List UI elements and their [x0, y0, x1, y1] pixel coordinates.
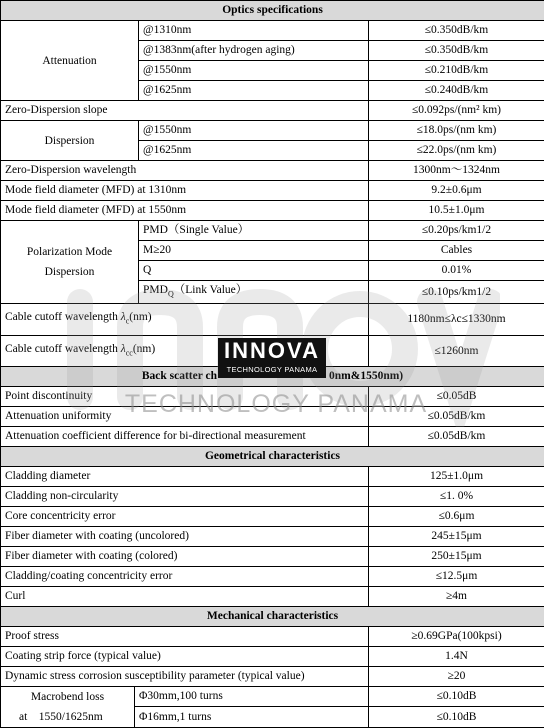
logo-sub-text: TECHNOLOGY PANAMA	[218, 364, 326, 376]
macrobend-label-line2: at 1550/1625nm	[5, 707, 130, 727]
table-row	[1, 526, 544, 546]
lambda-symbol: λ	[121, 343, 126, 355]
row-condition: Q	[139, 261, 369, 281]
row-label: Dispersion	[1, 121, 139, 161]
row-condition: @1625nm	[139, 141, 369, 161]
table-row	[1, 406, 544, 426]
table-row	[1, 546, 544, 566]
row-value: ≤1. 0%	[369, 486, 544, 506]
pmd-label-line1: Polarization Mode	[5, 242, 134, 262]
table-row	[1, 221, 544, 241]
table-row	[1, 335, 544, 366]
row-value: ≤0.6μm	[369, 506, 544, 526]
row-label: Proof stress	[1, 626, 369, 646]
row-value: ≤12.5μm	[369, 566, 544, 586]
row-value: 125±1.0μm	[369, 466, 544, 486]
table-row	[1, 486, 544, 506]
row-value: 10.5±1.0μm	[369, 201, 544, 221]
row-value: 250±15μm	[369, 546, 544, 566]
cutoff-c-post: (nm)	[129, 311, 151, 323]
section-header-mechanical	[1, 606, 544, 626]
table-row	[1, 666, 544, 686]
row-label	[1, 221, 139, 304]
row-condition: @1310nm	[139, 21, 369, 41]
row-label	[1, 335, 369, 366]
row-label: Cladding non-circularity	[1, 486, 369, 506]
row-label: Dynamic stress corrosion susceptibility parameter (typical value)	[1, 666, 369, 686]
row-value: ≤0.05dB/km	[369, 406, 544, 426]
pmd-link-rest: （Link Value）	[174, 284, 248, 296]
table-row	[1, 566, 544, 586]
pmd-link-main: PMD	[143, 284, 168, 296]
section-header-optics	[1, 1, 544, 21]
cutoff-cc-pre: Cable cutoff wavelength	[5, 343, 121, 355]
row-value: 1180nm≤λc≤1330nm	[369, 304, 544, 335]
row-condition: @1550nm	[139, 121, 369, 141]
row-label: Zero-Dispersion slope	[1, 101, 369, 121]
pmd-link-sub: Q	[168, 289, 174, 298]
row-value: ≤0.10dB	[369, 707, 544, 728]
row-condition: M≥20	[139, 241, 369, 261]
table-row	[1, 426, 544, 446]
table-row	[1, 506, 544, 526]
row-label: Fiber diameter with coating (uncolored)	[1, 526, 369, 546]
table-row	[1, 586, 544, 606]
row-value: 0.01%	[369, 261, 544, 281]
cutoff-cc-sub: cc	[126, 348, 133, 357]
cutoff-c-pre: Cable cutoff wavelength	[5, 311, 121, 323]
row-value: ≤0.10dB	[369, 686, 544, 707]
row-value: ≤18.0ps/(nm km)	[369, 121, 544, 141]
section-header-backscatter	[1, 366, 544, 386]
row-condition	[139, 281, 369, 304]
row-condition: Φ16mm,1 turns	[135, 707, 369, 728]
row-value: ≤0.350dB/km	[369, 21, 544, 41]
row-label: Point discontinuity	[1, 386, 369, 406]
table-row	[1, 161, 544, 181]
row-value: 245±15μm	[369, 526, 544, 546]
row-label: Attenuation uniformity	[1, 406, 369, 426]
row-condition: Φ30mm,100 turns	[135, 686, 369, 707]
row-label: Mode field diameter (MFD) at 1310nm	[1, 181, 369, 201]
table-row	[1, 201, 544, 221]
row-condition: @1625nm	[139, 81, 369, 101]
macrobend-label-line1: Macrobend loss	[5, 687, 130, 707]
backscatter-title-tail: 0nm&1550nm)	[329, 370, 403, 382]
row-value: ≤0.05dB	[369, 386, 544, 406]
row-label: Mode field diameter (MFD) at 1550nm	[1, 201, 369, 221]
row-value: ≤0.05dB/km	[369, 426, 544, 446]
cutoff-c-sub: c	[126, 317, 130, 326]
row-value: ≥4m	[369, 586, 544, 606]
table-row	[1, 121, 544, 141]
row-value: ≤22.0ps/(nm km)	[369, 141, 544, 161]
row-value: ≤0.092ps/(nm² km)	[369, 101, 544, 121]
row-label: Core concentricity error	[1, 506, 369, 526]
row-condition: @1550nm	[139, 61, 369, 81]
row-label: Cladding/coating concentricity error	[1, 566, 369, 586]
row-label: Attenuation coefficient difference for bi-directional measurement	[1, 426, 369, 446]
backscatter-title: Back scatter ch	[142, 370, 217, 382]
row-value: ≤1260nm	[369, 335, 544, 366]
row-condition: PMD（Single Value）	[139, 221, 369, 241]
row-label: Zero-Dispersion wavelength	[1, 161, 369, 181]
table-row	[1, 386, 544, 406]
lambda-symbol: λ	[121, 311, 126, 323]
row-value: ≥0.69GPa(100kpsi)	[369, 626, 544, 646]
cutoff-cc-post: (nm)	[133, 343, 155, 355]
row-label	[1, 304, 369, 335]
row-condition: @1383nm(after hydrogen aging)	[139, 41, 369, 61]
row-label: Fiber diameter with coating (colored)	[1, 546, 369, 566]
table-row	[1, 626, 544, 646]
section-header-geometrical	[1, 446, 544, 466]
row-value: ≤0.240dB/km	[369, 81, 544, 101]
section-title: Geometrical characteristics	[1, 446, 544, 466]
row-label: Coating strip force (typical value)	[1, 646, 369, 666]
row-label: Curl	[1, 586, 369, 606]
table-row	[1, 21, 544, 41]
row-label	[1, 686, 135, 727]
table-row	[1, 181, 544, 201]
row-value: 1300nm～1324nm	[369, 161, 544, 181]
row-label: Cladding diameter	[1, 466, 369, 486]
table-row	[1, 466, 544, 486]
watermark-text: TECHNOLOGY PANAMA	[66, 390, 486, 419]
row-value: ≤0.350dB/km	[369, 41, 544, 61]
pmd-label-line2: Dispersion	[5, 262, 134, 282]
row-value: ≤0.20ps/km1/2	[369, 221, 544, 241]
section-title: Optics specifications	[1, 1, 544, 21]
table-row	[1, 304, 544, 335]
row-value: 1.4N	[369, 646, 544, 666]
row-value: Cables	[369, 241, 544, 261]
table-row	[1, 646, 544, 666]
row-value: 9.2±0.6μm	[369, 181, 544, 201]
table-row	[1, 101, 544, 121]
section-title	[1, 366, 544, 386]
row-label: Attenuation	[1, 21, 139, 101]
section-title: Mechanical characteristics	[1, 606, 544, 626]
table-row	[1, 686, 544, 707]
row-value: ≤0.10ps/km1/2	[369, 281, 544, 304]
logo-main-text: INNOVA	[218, 338, 326, 364]
row-value: ≥20	[369, 666, 544, 686]
row-value: ≤0.210dB/km	[369, 61, 544, 81]
